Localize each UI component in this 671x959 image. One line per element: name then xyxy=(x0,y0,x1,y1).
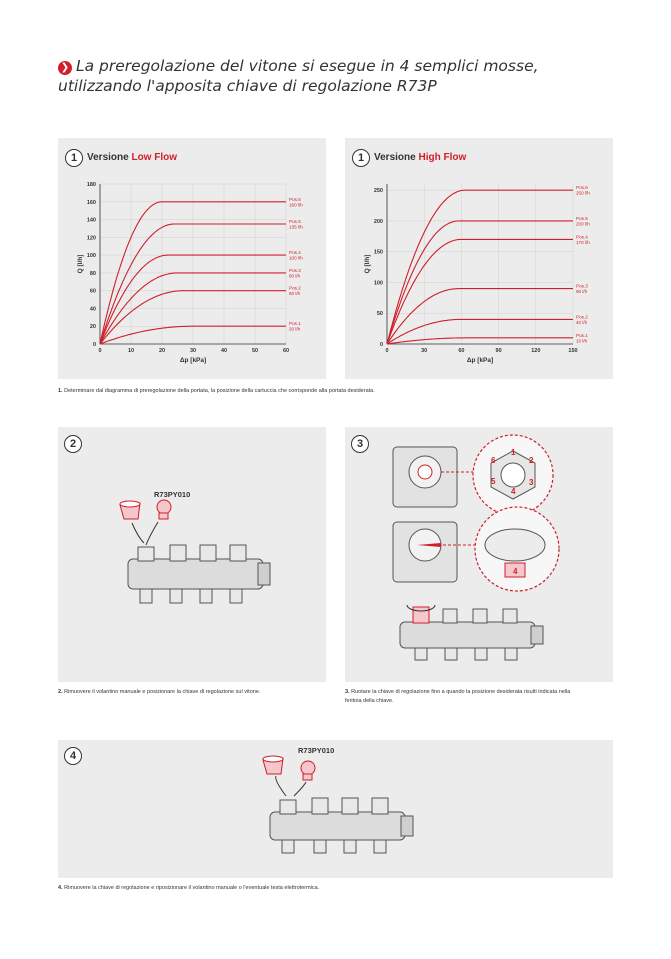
dial-label: 5 xyxy=(491,477,496,486)
caption-text: Rimuovere la chiave di regolazione e riposizionare il volantino manuale o l'eventuale testa elettrotermica. xyxy=(64,885,320,891)
series-flow-label: 90 l/h xyxy=(576,289,588,295)
series-label: Pos.2 xyxy=(289,285,301,291)
key-position-label: 4 xyxy=(513,567,518,576)
handwheel-icon xyxy=(263,756,283,774)
chart-title-highlight: High Flow xyxy=(418,152,467,163)
series-label: Pos.3 xyxy=(576,283,588,289)
page-header xyxy=(58,56,618,96)
series-line xyxy=(387,289,573,344)
series-label: Pos.1 xyxy=(289,321,301,327)
y-tick-label: 80 xyxy=(89,270,96,277)
manifold-illustration-step-2 xyxy=(58,427,326,682)
header-line-1-text: La preregolazione del vitone si esegue in 4 semplici mosse, xyxy=(76,57,539,75)
series-flow-label: 10 l/h xyxy=(576,338,588,344)
series-flow-label: 250 l/h xyxy=(576,190,590,196)
x-tick-label: 90 xyxy=(495,348,502,354)
series-label: Pos.6 xyxy=(576,185,588,191)
series-label: Pos.5 xyxy=(289,219,301,224)
header-line-2: utilizzando l'apposita chiave di regolazione R73P xyxy=(58,77,437,95)
series-label: Pos.1 xyxy=(576,332,588,338)
caption-number: 4. xyxy=(58,885,63,891)
y-tick-label: 120 xyxy=(86,235,96,242)
caption-text: Determinare dal diagramma di preregolazione della portata, la posizione della cartuccia che corrisponde alla portata desiderata. xyxy=(64,388,375,394)
manifold-icon xyxy=(400,607,543,660)
key-dial-illustration xyxy=(345,427,613,682)
caption-number: 1. xyxy=(58,388,63,394)
caption-number: 2. xyxy=(58,689,63,695)
series-flow-label: 200 l/h xyxy=(576,221,590,227)
series-label: Pos.5 xyxy=(576,215,588,221)
y-tick-label: 180 xyxy=(86,182,96,188)
x-tick-label: 0 xyxy=(385,348,389,354)
x-tick-label: 40 xyxy=(220,348,228,354)
step-3-number: 3 xyxy=(351,435,369,453)
y-tick-label: 140 xyxy=(86,217,96,224)
x-tick-label: 0 xyxy=(98,348,102,354)
y-tick-label: 60 xyxy=(89,288,96,295)
x-tick-label: 20 xyxy=(158,348,166,354)
key-code-label: R73PY010 xyxy=(298,746,335,755)
caption-text: Rimuovere il volantino manuale e posizionare la chiave di regolazione sul vitone. xyxy=(64,689,261,695)
y-tick-label: 40 xyxy=(89,306,96,313)
step-3-caption xyxy=(345,688,615,706)
x-axis-label: Δp [kPa] xyxy=(179,357,207,364)
x-tick-label: 60 xyxy=(282,348,290,354)
x-tick-label: 50 xyxy=(251,348,259,354)
arrow-icon xyxy=(294,782,306,796)
arrow-icon xyxy=(276,776,286,796)
chart-low-flow xyxy=(58,170,326,375)
x-axis-label: Δp [kPa] xyxy=(466,357,494,364)
series-flow-label: 20 l/h xyxy=(289,326,301,332)
x-tick-label: 10 xyxy=(127,348,135,354)
step-4-caption xyxy=(58,884,613,893)
manifold-illustration-step-4 xyxy=(58,740,613,878)
chart-title-highlight: Low Flow xyxy=(131,152,178,163)
chart-title-low-flow xyxy=(87,152,177,163)
y-tick-label: 50 xyxy=(376,311,383,318)
y-tick-label: 0 xyxy=(92,342,96,348)
series-flow-label: 170 l/h xyxy=(576,239,590,245)
y-tick-label: 100 xyxy=(373,280,383,287)
x-tick-label: 120 xyxy=(531,348,541,354)
step-2-caption xyxy=(58,688,326,697)
series-label: Pos.3 xyxy=(289,267,301,273)
y-tick-label: 200 xyxy=(373,218,383,225)
y-tick-label: 20 xyxy=(89,324,96,331)
y-axis-label: Q [l/h] xyxy=(364,254,371,274)
y-tick-label: 0 xyxy=(379,342,383,348)
dial-label: 4 xyxy=(511,487,516,496)
chevron-right-icon: ❯ xyxy=(58,61,72,75)
y-tick-label: 100 xyxy=(86,253,96,260)
dial-label: 1 xyxy=(511,448,516,457)
x-tick-label: 30 xyxy=(421,348,428,354)
series-flow-label: 80 l/h xyxy=(289,273,301,279)
series-flow-label: 135 l/h xyxy=(289,224,303,230)
caption-text-line-1: Ruotare la chiave di regolazione fino a quando la posizione desiderata risulti indicata nella xyxy=(351,689,571,695)
step-1-number-b: 1 xyxy=(352,149,370,167)
dial-label: 3 xyxy=(529,478,534,487)
arrow-icon xyxy=(146,522,158,545)
x-tick-label: 150 xyxy=(568,348,578,354)
handwheel-icon xyxy=(120,501,140,519)
step-1-number: 1 xyxy=(65,149,83,167)
series-label: Pos.6 xyxy=(289,196,301,202)
y-tick-label: 160 xyxy=(86,199,96,206)
chart-title-high-flow xyxy=(374,152,466,163)
chart-title-prefix: Versione xyxy=(87,152,132,163)
dial-label: 6 xyxy=(491,456,496,465)
y-axis-label: Q [l/h] xyxy=(77,254,84,274)
series-flow-label: 60 l/h xyxy=(289,291,301,297)
y-tick-label: 250 xyxy=(373,188,383,195)
caption-number: 3. xyxy=(345,689,350,695)
key-code-label: R73PY010 xyxy=(154,490,191,499)
regulation-key-icon xyxy=(157,500,171,519)
chart-high-flow xyxy=(345,170,613,375)
series-label: Pos.4 xyxy=(576,234,588,240)
x-tick-label: 60 xyxy=(458,348,465,354)
series-label: Pos.2 xyxy=(576,314,588,320)
series-flow-label: 40 l/h xyxy=(576,319,588,325)
dial-label: 2 xyxy=(529,456,534,465)
chart-title-prefix: Versione xyxy=(374,152,419,163)
header-line-1 xyxy=(58,56,618,76)
step-2-number: 2 xyxy=(64,435,82,453)
x-tick-label: 30 xyxy=(189,348,197,354)
regulation-key-icon xyxy=(301,761,315,780)
arrow-icon xyxy=(132,523,144,543)
caption-text-line-2: feritoia della chiave. xyxy=(345,698,394,704)
series-flow-label: 160 l/h xyxy=(289,202,303,208)
manifold-icon xyxy=(128,545,270,603)
series-flow-label: 100 l/h xyxy=(289,255,303,261)
series-label: Pos.4 xyxy=(289,250,301,256)
y-tick-label: 150 xyxy=(373,249,383,256)
manifold-icon xyxy=(270,798,413,853)
step-1-caption xyxy=(58,387,618,396)
step-4-number: 4 xyxy=(64,747,82,765)
series-line xyxy=(387,338,573,344)
